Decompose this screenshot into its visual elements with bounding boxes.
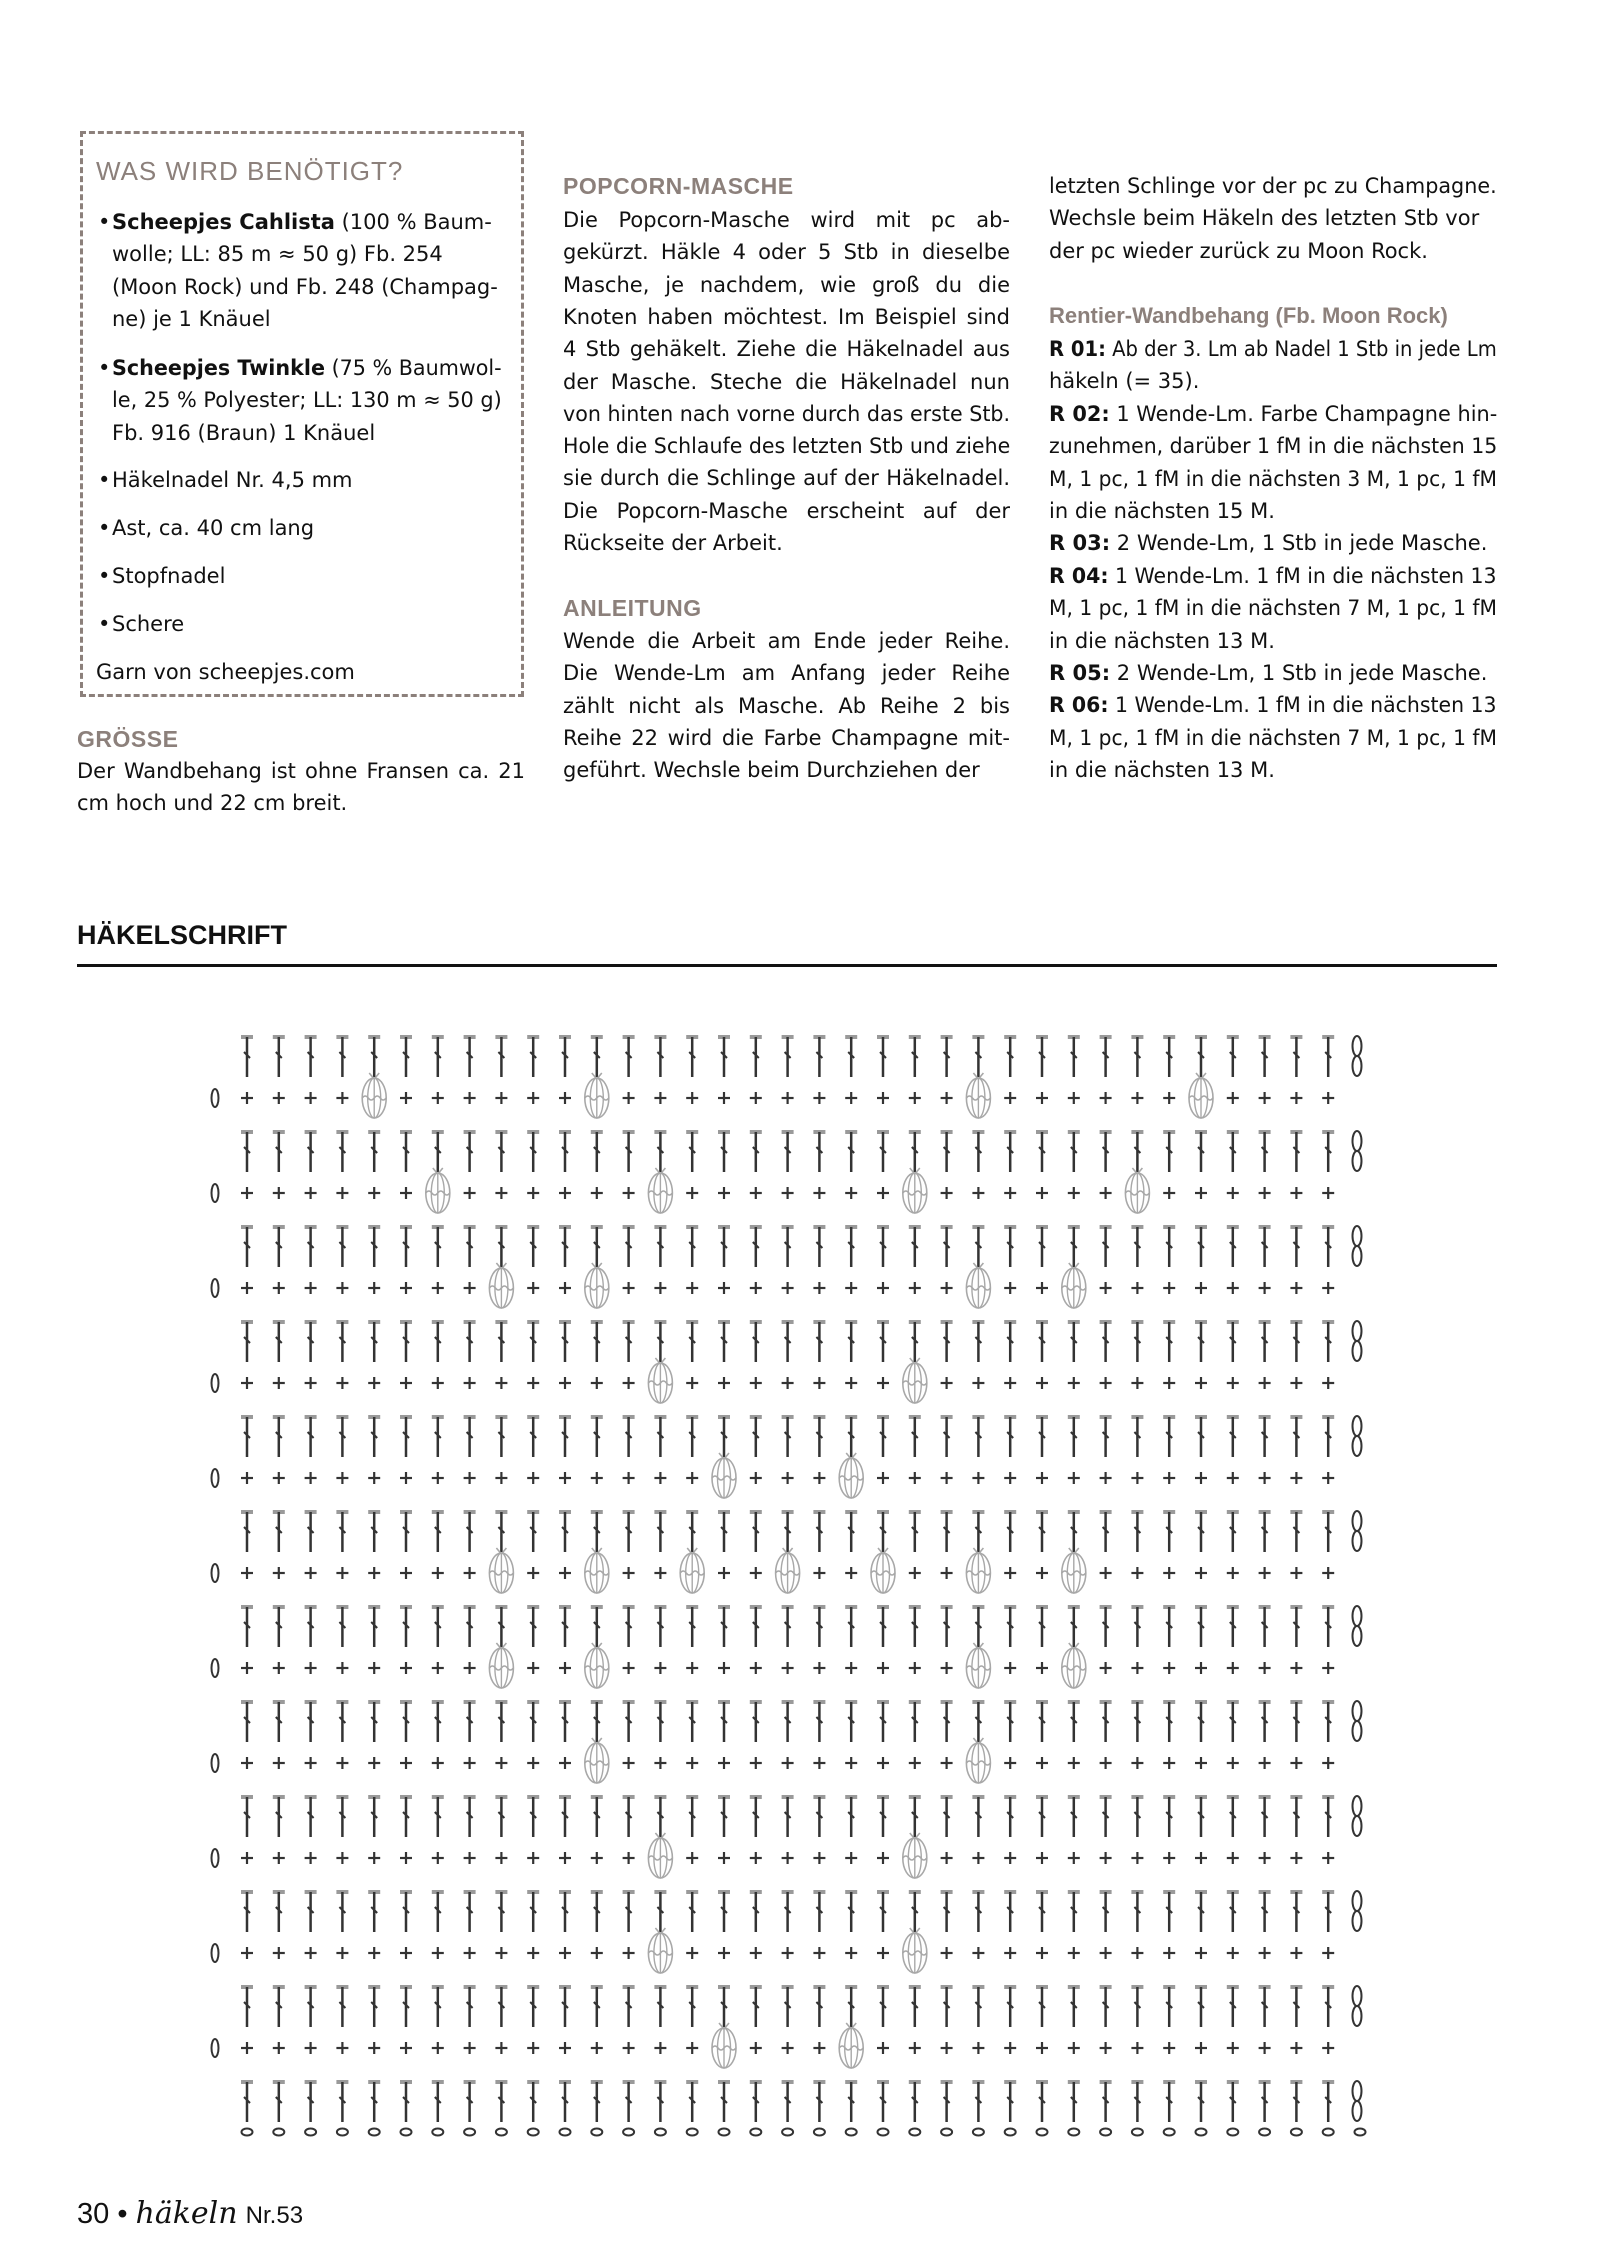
turning-chain-symbol (1353, 1606, 1362, 1626)
text-line: Die Popcorn-Masche wird mit pc ab- (563, 208, 1010, 232)
foundation-chain-symbol (973, 2129, 984, 2136)
page-footer (77, 2194, 303, 2234)
bold-label: R 04: (1049, 563, 1109, 588)
chain-symbol (212, 1754, 219, 1772)
bold-label: Scheepjes Cahlista (112, 210, 335, 234)
line-text: 1 Wende-Lm. 1 fM in die nächsten 13 (1108, 563, 1497, 588)
text-line: der pc wieder zurück zu Moon Rock. (1049, 238, 1428, 263)
text-line: Reihe 22 wird die Farbe Champagne mit- (563, 725, 1010, 750)
foundation-chain-symbol (1259, 2129, 1270, 2136)
text-line: 4 Stb gehäkelt. Ziehe die Häkelnadel aus (563, 337, 1010, 362)
foundation-chain-symbol (401, 2129, 412, 2136)
popcorn-title: POPCORN-MASCHE (563, 173, 794, 199)
foundation-chain-symbol (528, 2129, 539, 2136)
foundation-chain-symbol (432, 2129, 443, 2136)
pattern-title: Rentier-Wandbehang (Fb. Moon Rock) (1049, 303, 1448, 328)
line-text: häkeln (= 35). (1049, 369, 1200, 394)
turning-chain-symbol (1353, 1531, 1362, 1551)
bold-label: R 01: (1049, 337, 1106, 361)
line-text: 1 Wende-Lm. 1 fM in die nächsten 13 (1108, 693, 1497, 718)
text-line: zählt nicht als Masche. Ab Reihe 2 bis (563, 693, 1010, 718)
magazine-logo: häkeln (135, 2196, 238, 2231)
chain-symbol (212, 1089, 219, 1107)
line-text: zunehmen, darüber 1 fM in die nächsten 15 (1049, 434, 1498, 459)
line-text: Ast, ca. 40 cm lang (112, 516, 315, 540)
turning-chain-symbol (1353, 1341, 1362, 1361)
chain-symbol (212, 1279, 219, 1297)
bold-label: Scheepjes Twinkle (112, 356, 325, 380)
foundation-chain-symbol (655, 2129, 666, 2136)
line-text: (75 % Baumwol- (324, 356, 502, 380)
turning-chain-symbol (1353, 2101, 1362, 2121)
chain-symbol (212, 2039, 219, 2057)
turning-chain-symbol (1353, 1246, 1362, 1266)
line-text: 2 Wende-Lm, 1 Stb in jede Masche. (1110, 661, 1488, 685)
turning-chain-symbol (1353, 1816, 1362, 1836)
line-text: ne) je 1 Knäuel (112, 306, 271, 331)
turning-chain-symbol (1353, 1511, 1362, 1531)
turning-chain-symbol (1353, 1796, 1362, 1816)
line-text: Schere (112, 612, 185, 636)
foundation-chain-symbol (591, 2129, 602, 2136)
foundation-chain-symbol (1037, 2129, 1048, 2136)
foundation-chain-symbol (719, 2129, 730, 2136)
foundation-chain-symbol (687, 2129, 698, 2136)
turning-chain-symbol (1353, 1436, 1362, 1456)
foundation-chain-symbol (1355, 2129, 1366, 2136)
issue-label: Nr. (245, 2202, 277, 2229)
foundation-chain-symbol (242, 2129, 253, 2136)
turning-chain-symbol (1353, 1891, 1362, 1911)
size-title: GRÖSSE (77, 726, 179, 752)
chain-symbol (212, 1849, 219, 1867)
foundation-chain-symbol (1068, 2129, 1079, 2136)
page-number: 30 (77, 2198, 110, 2230)
foundation-chain-symbol (1291, 2129, 1302, 2136)
line-text: M, 1 pc, 1 fM in die nächsten 7 M, 1 pc, 1 fM (1049, 725, 1497, 750)
chain-symbol (212, 1944, 219, 1962)
instructions-title: ANLEITUNG (563, 595, 702, 621)
text-line: Hole die Schlaufe des letzten Stb und ziehe (563, 434, 1011, 459)
line-text: Stopfnadel (112, 564, 226, 588)
text-line: der Masche. Steche die Häkelnadel nun (563, 369, 1010, 394)
bullet: • (98, 356, 111, 380)
foundation-chain-symbol (496, 2129, 507, 2136)
text-line: Die Wende-Lm am Anfang jeder Reihe (563, 661, 1010, 686)
foundation-chain-symbol (750, 2129, 761, 2136)
text-line: gekürzt. Häkle 4 oder 5 Stb in dieselbe (563, 240, 1010, 265)
turning-chain-symbol (1353, 1056, 1362, 1076)
bullet: • (98, 564, 111, 588)
foundation-chain-symbol (1323, 2129, 1334, 2136)
turning-chain-symbol (1353, 1036, 1362, 1056)
chain-symbol (212, 1184, 219, 1202)
line-text: le, 25 % Polyester; LL: 130 m ≈ 50 g) (112, 388, 502, 413)
bold-label: R 06: (1049, 693, 1109, 718)
text-line: cm hoch und 22 cm breit. (77, 791, 348, 816)
foundation-chain-symbol (1005, 2129, 1016, 2136)
line-text: Häkelnadel Nr. 4,5 mm (112, 468, 353, 492)
bullet: • (98, 516, 111, 540)
turning-chain-symbol (1353, 1911, 1362, 1931)
foundation-chain-symbol (1100, 2129, 1111, 2136)
footer-separator: • (117, 2198, 128, 2230)
line-text: Fb. 916 (Braun) 1 Knäuel (112, 420, 376, 445)
bullet: • (98, 612, 111, 636)
bold-label: R 03: (1049, 531, 1111, 556)
chart-section-title: HÄKELSCHRIFT (77, 920, 287, 950)
line-text: 1 Wende-Lm. Farbe Champagne hin- (1109, 401, 1498, 426)
turning-chain-symbol (1353, 1626, 1362, 1646)
line-text: 2 Wende-Lm, 1 Stb in jede Masche. (1110, 531, 1488, 556)
chain-symbol (212, 1564, 219, 1582)
turning-chain-symbol (1353, 1226, 1362, 1246)
line-text: (Moon Rock) und Fb. 248 (Champag- (112, 274, 498, 299)
turning-chain-symbol (1353, 2006, 1362, 2026)
foundation-chain-symbol (369, 2129, 380, 2136)
text-line: sie durch die Schlinge auf der Häkelnadel. (563, 466, 1010, 491)
materials-title: WAS WIRD BENÖTIGT? (96, 156, 404, 186)
line-text: in die nächsten 13 M. (1049, 628, 1275, 653)
bullet: • (98, 468, 111, 492)
chain-symbol (212, 1374, 219, 1392)
text-line: von hinten nach vorne durch das erste Stb. (563, 401, 1011, 426)
issue-number: 53 (276, 2202, 304, 2229)
foundation-chain-symbol (623, 2129, 634, 2136)
foundation-chain-symbol (1227, 2129, 1238, 2136)
text-line: Der Wandbehang ist ohne Fransen ca. 21 (77, 759, 525, 783)
text-line: Rückseite der Arbeit. (563, 531, 783, 555)
foundation-chain-symbol (305, 2129, 316, 2136)
turning-chain-symbol (1353, 1416, 1362, 1436)
turning-chain-symbol (1353, 1986, 1362, 2006)
line-text: M, 1 pc, 1 fM in die nächsten 7 M, 1 pc, 1 fM (1049, 596, 1497, 621)
text-line: letzten Schlinge vor der pc zu Champagne. (1049, 174, 1497, 198)
foundation-chain-symbol (464, 2129, 475, 2136)
yarn-source: Garn von scheepjes.com (96, 660, 355, 684)
text-line: geführt. Wechsle beim Durchziehen der (563, 758, 980, 783)
turning-chain-symbol (1353, 1151, 1362, 1171)
line-text: in die nächsten 15 M. (1049, 499, 1275, 523)
bold-label: R 05: (1049, 661, 1111, 685)
foundation-chain-symbol (909, 2129, 920, 2136)
foundation-chain-symbol (782, 2129, 793, 2136)
chain-symbol (212, 1469, 219, 1487)
text-line: Masche, je nachdem, wie groß du die (563, 272, 1010, 297)
turning-chain-symbol (1353, 2081, 1362, 2101)
turning-chain-symbol (1353, 1131, 1362, 1151)
foundation-chain-symbol (1164, 2129, 1175, 2136)
foundation-chain-symbol (878, 2129, 889, 2136)
line-text: (100 % Baum- (334, 210, 492, 234)
text-line: Wende die Arbeit am Ende jeder Reihe. (563, 629, 1010, 653)
turning-chain-symbol (1353, 1721, 1362, 1741)
line-text: M, 1 pc, 1 fM in die nächsten 3 M, 1 pc, 1 fM (1049, 466, 1497, 491)
line-text: wolle; LL: 85 m ≈ 50 g) Fb. 254 (112, 242, 443, 267)
line-text: in die nächsten 13 M. (1049, 758, 1275, 783)
chain-symbol (212, 1659, 219, 1677)
foundation-chain-symbol (814, 2129, 825, 2136)
line-text: Ab der 3. Lm ab Nadel 1 Stb in jede Lm (1105, 337, 1497, 361)
text-line: Knoten haben möchtest. Im Beispiel sind (563, 304, 1010, 329)
text-line: Die Popcorn-Masche erscheint auf der (563, 498, 1010, 523)
bold-label: R 02: (1049, 401, 1110, 426)
foundation-chain-symbol (560, 2129, 571, 2136)
bullet: • (98, 210, 111, 234)
foundation-chain-symbol (1196, 2129, 1207, 2136)
turning-chain-symbol (1353, 1321, 1362, 1341)
foundation-chain-symbol (941, 2129, 952, 2136)
foundation-chain-symbol (1132, 2129, 1143, 2136)
turning-chain-symbol (1353, 1701, 1362, 1721)
foundation-chain-symbol (846, 2129, 857, 2136)
foundation-chain-symbol (337, 2129, 348, 2136)
text-line: Wechsle beim Häkeln des letzten Stb vor (1049, 206, 1480, 231)
foundation-chain-symbol (273, 2129, 284, 2136)
